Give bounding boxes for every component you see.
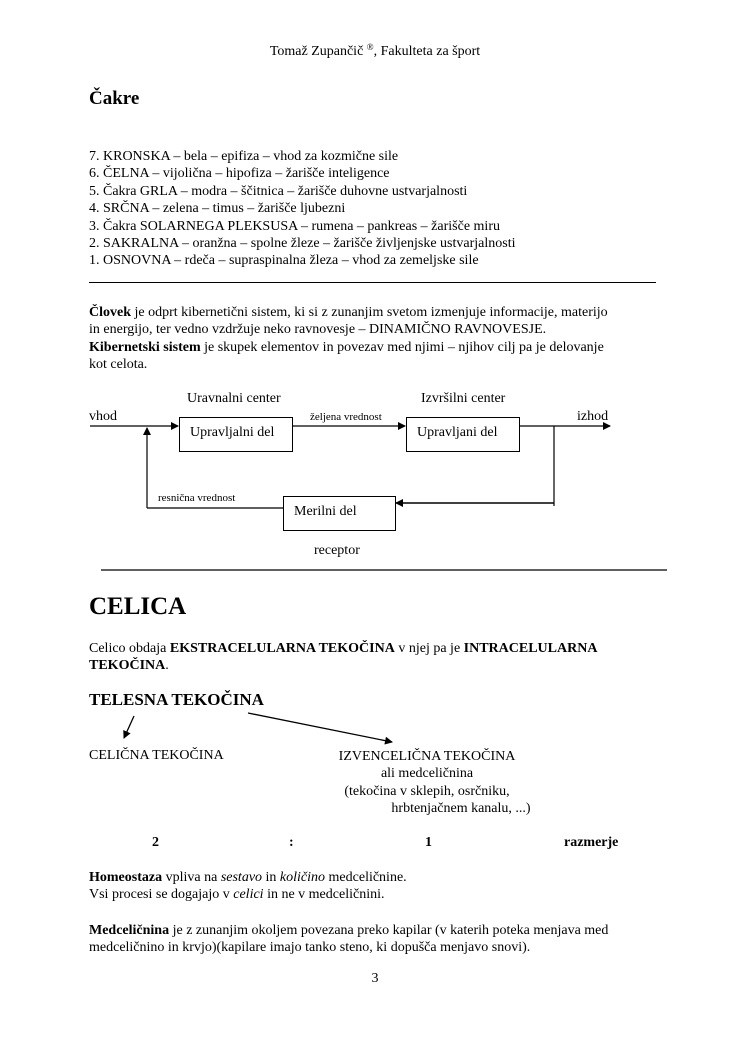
paragraph-text: medceličnino in krvjo)(kapilare imajo tanko steno, ki dopušča menjavo snovi). [89, 940, 531, 956]
chakra-item: 7. KRONSKA – bela – epifiza – vhod za kozmične sile [89, 149, 399, 164]
paragraph-text: kot celota. [89, 357, 148, 373]
paragraph-text: je skupek elementov in povezav med njimi – njihov cilj pa je delovanje [200, 339, 604, 355]
term-extracellular: EKSTRACELULARNA TEKOČINA [169, 641, 395, 656]
term-interstitial-fluid: Medceličnina [89, 923, 170, 938]
chakra-item: 4. SRČNA – zelena – timus – žarišče ljubezni [89, 201, 346, 217]
cell-fluid-label: CELIČNA TEKOČINA [89, 748, 224, 763]
human-system-paragraph [89, 304, 608, 374]
actual-value-label: resnična vrednost [158, 492, 236, 504]
paragraph-text: . [165, 658, 169, 674]
paragraph-text: je z zunanjim okoljem povezana preko kapilar (v katerih poteka menjava med [169, 923, 609, 938]
extracellular-fluid-block [317, 748, 537, 818]
exec-center-label: Izvršilni center [421, 391, 506, 406]
term-cybernetic-system: Kibernetski sistem [89, 339, 201, 355]
emphasis: sestavo [220, 870, 263, 885]
ratio-right: 1 [425, 835, 432, 850]
receptor-label: receptor [314, 543, 360, 558]
measuring-box-label: Merilni del [294, 504, 357, 519]
paragraph-text: medceličnine. [325, 870, 407, 885]
paragraph-text: in ne v medceličnini. [263, 887, 385, 903]
body-fluid-heading: TELESNA TEKOČINA [89, 690, 264, 709]
controlled-box [406, 417, 520, 452]
term-clovek: Človek [89, 305, 131, 320]
controller-box [179, 417, 293, 452]
registered-mark: ® [366, 42, 374, 52]
extracellular-description: hrbtenjačnem kanalu, ...) [391, 801, 531, 817]
chakra-list [89, 148, 516, 270]
controlled-box-label: Upravljani del [417, 425, 498, 440]
chakra-item: 3. Čakra SOLARNEGA PLEKSUSA – rumena – pankreas – žarišče miru [89, 218, 500, 234]
chakra-item: 5. Čakra GRLA – modra – ščitnica – žarišče duhovne ustvarjalnosti [89, 183, 468, 199]
extracellular-fluid-label: IZVENCELIČNA TEKOČINA [338, 749, 516, 764]
paragraph-text: v njej pa je [394, 641, 464, 656]
measuring-box [283, 496, 396, 531]
ratio-colon: : [289, 835, 294, 850]
term-homeostasis: Homeostaza [89, 870, 163, 885]
chakra-item: 1. OSNOVNA – rdeča – supraspinalna žleza – vhod za zemeljske sile [89, 253, 479, 269]
homeostasis-paragraph [89, 869, 407, 904]
paragraph-text: in energijo, ter vedno vzdržuje neko ravnovesje – DINAMIČNO RAVNOVESJE. [89, 322, 547, 338]
ratio-left: 2 [152, 835, 159, 850]
author-name: Tomaž Zupančič [269, 44, 364, 59]
chakra-item: 6. ČELNA – vijolična – hipofiza – žarišče inteligence [89, 166, 390, 182]
term-intracellular: INTRACELULARNA [463, 641, 598, 656]
extracellular-description: (tekočina v sklepih, osrčniku, [344, 783, 510, 799]
paragraph-text: je odprt kibernetični sistem, ki si z zunanjim svetom izmenjuje informacije, materijo [131, 305, 608, 320]
emphasis: količino [279, 870, 326, 885]
celica-heading: CELICA [89, 593, 187, 620]
paragraph-text: vpliva na [162, 870, 221, 885]
paragraph-text: Celico obdaja [89, 641, 170, 656]
page-header [0, 44, 750, 60]
chakras-heading: Čakre [89, 88, 140, 109]
emphasis: celici [233, 887, 264, 903]
page-number: 3 [371, 971, 379, 986]
divider [89, 282, 656, 283]
ratio-label: razmerje [564, 835, 619, 850]
extracellular-alt-name: ali medceličnina [380, 766, 474, 782]
input-label: vhod [89, 409, 117, 424]
paragraph-text: Vsi procesi se dogajajo v [89, 887, 234, 903]
institution: , Fakulteta za šport [373, 44, 481, 59]
output-label: izhod [577, 409, 609, 424]
desired-value-label: željena vrednost [310, 411, 382, 423]
paragraph-text: in [262, 870, 280, 885]
term-intracellular-cont: TEKOČINA [89, 658, 166, 674]
celica-intro [89, 640, 597, 675]
interstitial-fluid-paragraph [89, 922, 608, 957]
control-center-label: Uravnalni center [187, 391, 281, 406]
chakra-item: 2. SAKRALNA – oranžna – spolne žleze – žarišče življenjske ustvarjalnosti [89, 236, 516, 252]
controller-box-label: Upravljalni del [190, 425, 275, 440]
